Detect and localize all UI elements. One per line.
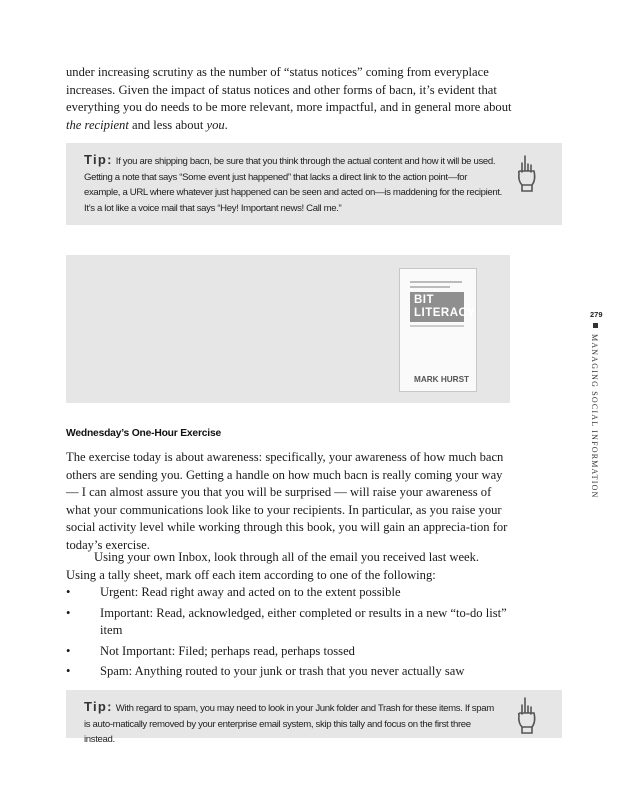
exercise-paragraph: The exercise today is about awareness: specifically, your awareness of how much bacn others are sending you. Getting a handle on how much bacn is really coming your way — I can almost assure you that you will be surprised — will raise your awareness of what your communications look like to your recipients. In particular, as you raise your social activity level while working through this book, you will gain an apprecia-tion for today’s exercise. [66,450,508,552]
pointing-hand-icon [512,695,544,735]
intro-paragraph: under increasing scrutiny as the number of “status notices” coming from everyplace increases. Given the impact of status notices and other forms of bacn, it’s evident that everything you do needs to be more relevant, more impactful, and in general more about the recipient and less about you. [66,65,512,132]
tip-text: Tip: With regard to spam, you may need to look in your Junk folder and Trash for these items. If spam is auto-matically removed by your enterprise email system, skip this tally and focus on the first three instead. [84,699,494,745]
tip-text: Tip: If you are shipping bacn, be sure that you think through the actual content and how it will be used. Getting a note that says “Some event just happened” that lacks a direct link to the action point—for example, a URL where whatever just happened can be seen and acted on—is maddening for the recipient. It’s a lot like a voice mail that says “Hey! Important news! Call me.” [84,152,502,214]
list-item: • Urgent: Read right away and acted on to the extent possible [66,585,401,599]
chapter-title: MANAGING SOCIAL INFORMATION [590,334,599,499]
list-item: • Important: Read, acknowledged, either completed or results in a new “to-do list” item [66,605,507,637]
running-sidebar [590,310,610,499]
tip-box-spam [66,690,562,745]
pointing-hand-icon [512,153,544,193]
emphasis-you: you [206,117,225,132]
category-list [66,584,512,684]
list-item: • Spam: Anything routed to your junk or trash that you never actually saw [66,664,465,678]
tip-box-bacn [66,143,562,225]
book-author: MARK HURST [414,375,470,384]
exercise-instructions: Using your own Inbox, look through all of the email you received last week. Using a tally sheet, mark off each item according to one of the following: [66,550,480,582]
book-figure [66,255,510,403]
book-cover [399,268,477,392]
section-heading: Wednesday’s One-Hour Exercise [66,428,222,439]
tip-label: Tip: [84,699,113,714]
book-title: BIT LITERACY [410,292,464,322]
page-number: 279 [590,310,603,319]
square-bullet-icon [593,323,598,328]
emphasis-recipient: the recipient [66,117,129,132]
list-item: • Not Important: Filed; perhaps read, perhaps tossed [66,643,355,658]
tip-label: Tip: [84,152,113,167]
